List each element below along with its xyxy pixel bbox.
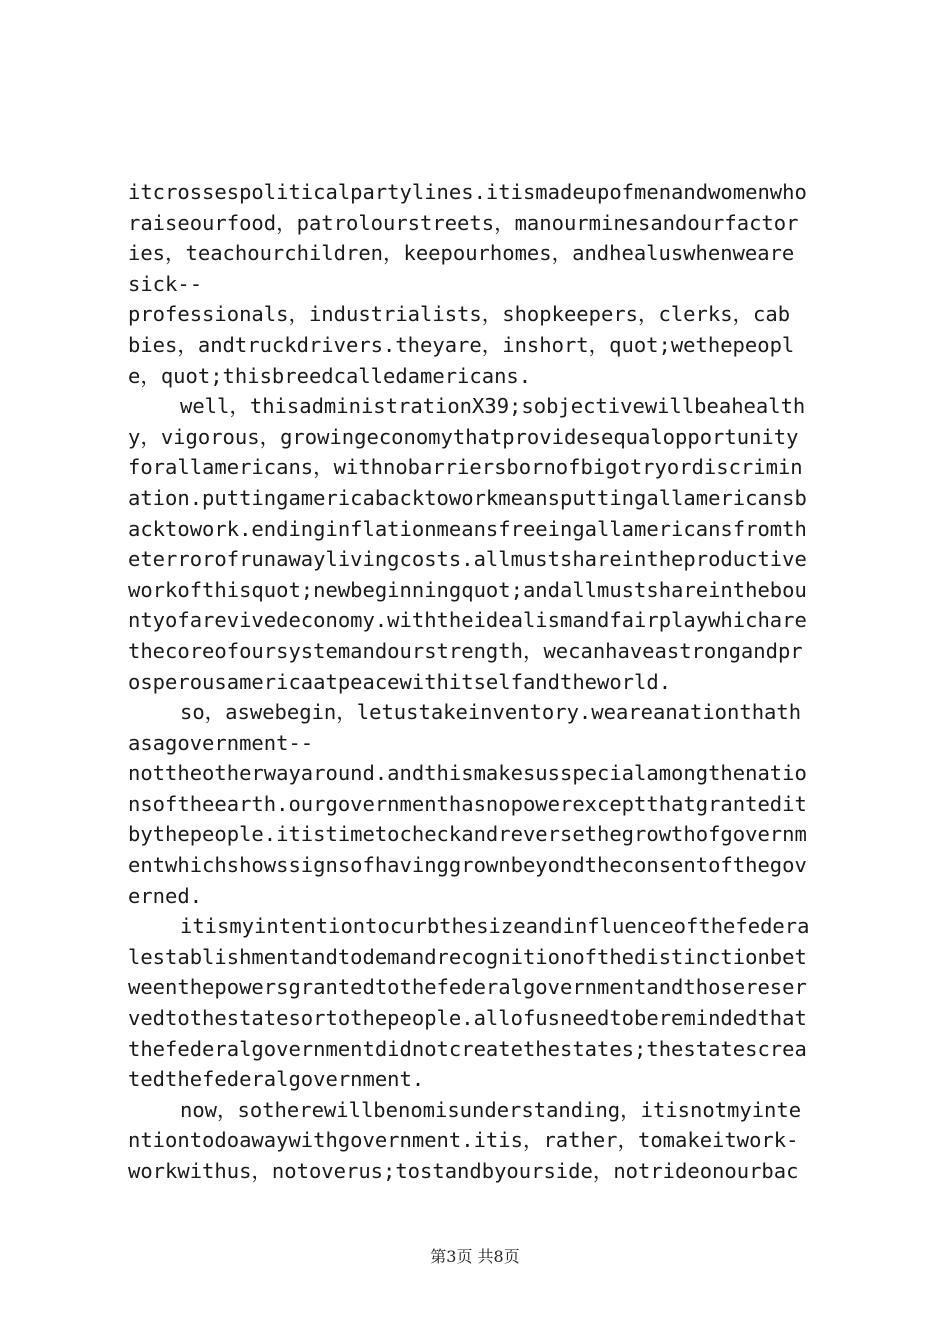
text-line: sick--	[128, 271, 203, 296]
text-line: vedtothestatesortothepeople.allofusneedtoberemindedthat	[128, 1006, 807, 1031]
text-line: erned.	[128, 883, 203, 908]
text-line: bies，andtruckdrivers.theyare，inshort，quot;wethepeopl	[128, 332, 795, 357]
text-line: nottheotherwayaround.andthismakesusspecialamongthenatio	[128, 761, 807, 786]
text-line: thefederalgovernmentdidnotcreatethestates;thestatescrea	[128, 1036, 807, 1061]
text-line: ation.puttingamericabacktoworkmeansputtingallamericansb	[128, 485, 807, 510]
body-text	[128, 177, 834, 1187]
text-line: well，thisadministrationX39;sobjectivewillbeahealth	[180, 394, 806, 419]
text-line: workwithus，notoverus;tostandbyourside，notrideonourbac	[128, 1159, 799, 1183]
text-line: now，sotherewillbenomisunderstanding，itisnotmyinte	[180, 1097, 802, 1122]
text-line: ntiontodoawaywithgovernment.itis，rather，tomakeitwork-	[128, 1128, 799, 1153]
text-line: y，vigorous，growingeconomythatprovidesequalopportunity	[128, 424, 799, 449]
text-line: forallamericans，withnobarriersbornofbigotryordiscrimin	[128, 455, 803, 480]
text-line: itismyintentiontocurbthesizeandinfluenceofthefedera	[180, 914, 810, 939]
text-line: eterrorofrunawaylivingcosts.allmustshareintheproductive	[128, 547, 807, 572]
text-line: raiseourfood，patrolourstreets，manourminesandourfactor	[128, 210, 799, 235]
text-line: acktowork.endinginflationmeansfreeingallamericansfromth	[128, 516, 807, 541]
text-line: tedthefederalgovernment.	[128, 1067, 425, 1092]
text-line: thecoreofoursystemandourstrength，wecanhaveastrongandpr	[128, 638, 803, 663]
text-line: ntyofarevivedeconomy.withtheidealismandfairplaywhichare	[128, 608, 807, 633]
text-line: osperousamericaatpeacewithitselfandtheworld.	[128, 669, 672, 694]
text-line: entwhichshowssignsofhavinggrownbeyondtheconsentofthegov	[128, 853, 807, 878]
text-line: weenthepowersgrantedtothefederalgovernmentandthosereser	[128, 975, 807, 1000]
text-line: lestablishmentandtodemandrecognitionofthedistinctionbet	[128, 944, 807, 969]
text-line: professionals，industrialists，shopkeepers，clerks，cab	[128, 302, 791, 327]
text-line: ies，teachourchildren，keepourhomes，andhealuswhenweare	[128, 241, 795, 266]
text-line: itcrossespoliticalpartylines.itismadeupofmenandwomenwho	[128, 180, 807, 204]
text-line: workofthisquot;newbeginningquot;andallmustshareinthebou	[128, 577, 807, 602]
page-footer: 第3页 共8页	[430, 1247, 520, 1266]
text-line: e，quot;thisbreedcalledamericans.	[128, 363, 532, 388]
text-line: so，aswebegin，letustakeinventory.weareanationthath	[180, 700, 802, 725]
text-line: nsoftheearth.ourgovernmenthasnopowerexceptthatgrantedit	[128, 791, 807, 816]
text-line: bythepeople.itistimetocheckandreversethegrowthofgovernm	[128, 822, 807, 847]
text-line: asagovernment--	[128, 730, 314, 755]
